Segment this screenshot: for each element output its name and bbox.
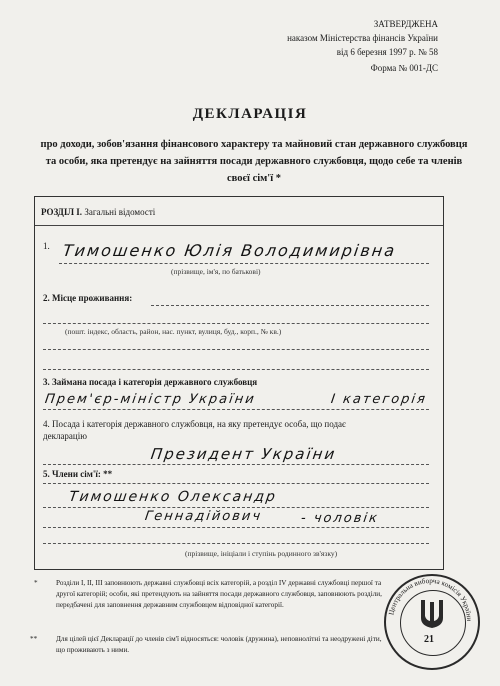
footnote-2-text: Для цілей цієї Декларації до членів сім'ї відносяться: чоловік (дружина), неповнолітні та неодружені діти, що проживають з ними. bbox=[56, 635, 382, 654]
field-2-line-4 bbox=[43, 369, 429, 370]
trident-icon bbox=[419, 598, 445, 630]
field-5-member-patronymic: Геннадійович bbox=[143, 509, 264, 524]
field-3-label: 3. Займана посада і категорія державного службовця bbox=[43, 377, 258, 387]
field-2-label: 2. Місце проживання: bbox=[43, 293, 133, 303]
field-2-line-1 bbox=[151, 305, 429, 306]
field-1-fullname: Тимошенко Юлія Володимирівна bbox=[61, 241, 398, 260]
field-4-line bbox=[43, 464, 429, 465]
section-name: Загальні відомості bbox=[84, 207, 156, 217]
field-3-position: Прем'єр-міністр України bbox=[43, 392, 257, 407]
field-5-member-relation: - чоловік bbox=[299, 511, 380, 526]
field-5-label: 5. Члени сім'ї: ** bbox=[43, 469, 113, 479]
stamp-number: 21 bbox=[424, 634, 434, 645]
field-5-hint: (прізвище, ініціали і ступінь родинного зв'язку) bbox=[185, 549, 338, 558]
document-title: ДЕКЛАРАЦІЯ bbox=[192, 106, 308, 122]
field-5-line-4 bbox=[43, 543, 429, 544]
field-4-label-line-1: 4. Посада і категорія державного службовця, на яку претендує особа, що подає bbox=[43, 419, 346, 429]
field-1-hint: (прізвище, ім'я, по батькові) bbox=[171, 267, 261, 276]
field-5-line-2 bbox=[43, 507, 429, 508]
section-heading bbox=[41, 207, 155, 217]
approval-line-2: наказом Міністерства фінансів України bbox=[287, 33, 438, 43]
field-1-number: 1. bbox=[43, 241, 50, 251]
field-1-line bbox=[59, 263, 429, 264]
field-4-label-line-2: декларацію bbox=[43, 431, 87, 441]
document-subtitle: про доходи, зобов'язання фінансового характеру та майновий стан державного службовця та особи, яка претендує на зайняття посади державного службовця, щодо себе та членів своєї сім'ї * bbox=[40, 139, 468, 184]
official-stamp bbox=[384, 574, 480, 670]
field-2-line-2 bbox=[43, 323, 429, 324]
stamp-text: Центральна виборча комісія України bbox=[387, 576, 474, 622]
field-5-line-1 bbox=[43, 483, 429, 484]
approval-form-number: Форма № 001-ДС bbox=[370, 63, 438, 73]
section-label: РОЗДІЛ І. bbox=[41, 207, 83, 217]
footnote-1-mark: * bbox=[34, 579, 38, 587]
approval-line-3: від 6 березня 1997 р. № 58 bbox=[336, 47, 438, 57]
footnote-2-mark: ** bbox=[30, 635, 38, 643]
approval-line-1: ЗАТВЕРДЖЕНА bbox=[373, 19, 438, 29]
field-2-hint: (пошт. індекс, область, район, нас. пункт, вулиця, буд., корп., № кв.) bbox=[65, 327, 282, 336]
field-4-value: Президент України bbox=[149, 445, 338, 463]
section-divider bbox=[35, 225, 443, 226]
general-info-section bbox=[34, 196, 444, 570]
field-2-line-3 bbox=[43, 349, 429, 350]
field-5-member-surname: Тимошенко Олександр bbox=[67, 489, 278, 505]
field-5-line-3 bbox=[43, 527, 429, 528]
field-3-line bbox=[43, 409, 429, 410]
footnote-1-text: Розділи І, ІІ, ІІІ заповнюють державні службовці всіх категорій, а розділ IV державні службовці першої та другої категорій; особи, які претендують на зайняття посади державного службовця, заповнюють розділи, передбачені для заповнення державним службовцем відповідної категорії. bbox=[56, 579, 382, 609]
field-3-category: I категорія bbox=[329, 392, 428, 407]
